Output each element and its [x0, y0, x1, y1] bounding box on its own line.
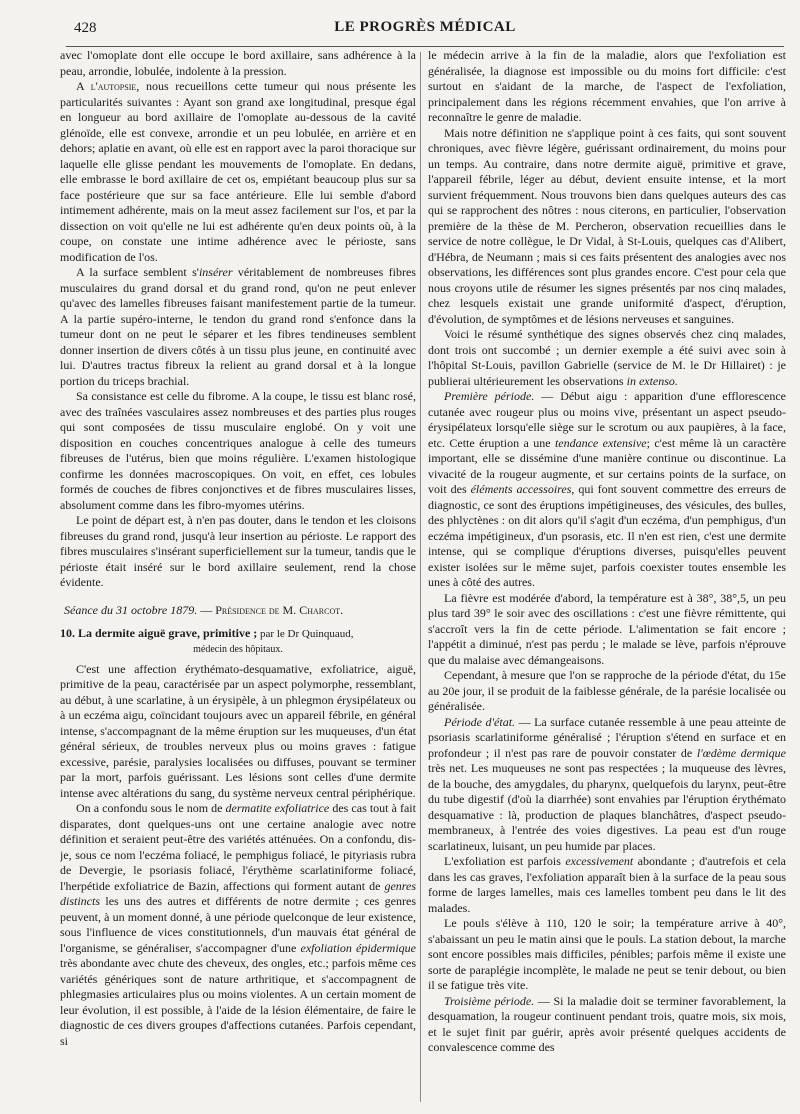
paragraph-text: Voici le résumé synthétique des signes observés chez cinq malades, dont trois ont succombé ; un dernier exemple a été suivi avec soin à l'hôpital St-Louis, pavillon Gabrielle (service de M. le Dr Hillairet) : je publierai ultérieurement les observations: [428, 327, 786, 388]
paragraph-text: , qui font souvent commettre des erreurs de diagnostic, ce sont des éruptions impétigineuses, des vésicules, des bulles, des phlyctènes : on dit alors qu'il s'agit d'un eczéma, d'un pemphigus, d'un eczéma impétigineux, d'un psorasis, etc. Il n'en est rien, c'est une dermite intense, qui se complique d'éruptions diverses, puisqu'elles peuvent exister isolées sur le même sujet, parfois coexister toutes ensemble les unes à côté des autres.: [428, 482, 786, 589]
emphasis: dermatite exfoliatrice: [225, 801, 330, 815]
article-heading: 10. La dermite aiguë grave, primitive ;: [60, 626, 258, 640]
emphasis: l'œdème dermique: [696, 745, 786, 760]
emphasis: éléments accessoires: [470, 482, 572, 496]
section-label: Troisième période.: [444, 993, 535, 1008]
paragraph: Cependant, à mesure que l'on se rapproche de la période d'état, du 15e au 20e jour, il se produit de la faiblesse générale, de la parésie localisée ou généralisée.: [428, 668, 786, 713]
paragraph: Sa consistance est celle du fibrome. A la coupe, le tissu est blanc rosé, avec des traînées vasculaires assez nombreuses et des parties plus rouges qui sont composées de tissu musculaire englobé. On y voit une disposition en couches concentriques analogue à celle des tumeurs fibreuses de l'utérus, bien que moins régulière. L'examen histologique confirme les données macroscopiques. On voit, en effet, ces lobules formés de couches de fibres conjonctives et de fibres musculaires lisses, absolument comme dans les fibro-myomes utérins.: [60, 389, 416, 512]
paragraph: [428, 994, 786, 1056]
paragraph-text: abondante ; d'autrefois et cela dans les cas graves, l'exfoliation apparaît bien à la surface de la peau sous forme de larges lamelles, mais ces lamelles tombent peu dans le lit des malades.: [428, 854, 786, 915]
left-column: [60, 48, 416, 1106]
emphasis: excessivement: [565, 854, 634, 868]
paragraph-text: les uns des autres et différents de notre dermite ; ces genres peuvent, à un moment donné, à une période quelconque de leur existence, sous l'influence de vices constitutionnels, d'un mauvais état général de l'organisme, se généraliser, s'accompagner d'une: [60, 894, 416, 955]
section-label: Première période.: [444, 389, 535, 403]
session-heading: [60, 603, 416, 619]
emphasis: tendance extensive: [554, 435, 647, 450]
paragraph: [428, 389, 786, 591]
paragraph-text: très abondante avec chute des cheveux, des ongles, etc.; parfois même ces variétés génériques sont de nature arthritique, et s'accompagnent de phlegmasies articulaires plus ou moins violentes. A un certain moment de leur évolution, il est possible, à l'aide de la lésion élémentaire, de faire le diagnostic de ces divers groupes d'affections cutanées. Parfois cependant, si: [60, 956, 416, 1048]
paragraph-text: L'exfoliation est parfois: [444, 854, 566, 868]
paragraph: C'est une affection érythémato-desquamative, exfoliatrice, aiguë, primitive de la peau, caractérisée par un aspect polymorphe, ressemblant, au début, à une scarlatine, à un érysipèle, à un phlegmon érysipélateux ou à un eczéma aigu, coïncidant toujours avec un appareil fébrile, en général intense, s'accompagnant de la même éruption sur les muqueuses, d'un état général sérieux, de troubles nerveux plus ou moins graves : fatigue excessive, parésie, paralysies localisées ou diffuses, pouvant se terminer par la mort, parfois guérissant. Les lésions sont celles d'une dermite intense avec altérations du sang, du système nerveux central périphérique.: [60, 661, 416, 800]
paragraph: [428, 327, 786, 389]
paragraph-text: des cas tout à fait disparates, dont quelques-uns ont une certaine analogie avec notre définition et seraient peut-être des variétés atténuées. On a confondu, dis-je, sous ce nom l'eczéma foliacé, le pemphigus foliacé, le pityriasis rubra de Devergie, le psoriasis foliacé, l'érythème scarlatiniforme foliacé, l'herpétide exfoliatrice de Bazin, affections qui forment autant de: [60, 801, 416, 893]
paragraph: avec l'omoplate dont elle occupe le bord axillaire, sans adhérence à la peau, arrondie, lobulée, indolente à la pression.: [60, 48, 416, 78]
page-header: [66, 10, 784, 47]
paragraph: le médecin arrive à la fin de la maladie, alors que l'exfoliation est généralisée, la diagnose est impossible ou du moins fort difficile: c'est surtout en s'aidant de la marche, de l'aspect de l'exfoliation, principalement dans les régions récemment envahies, que l'on arrive à reconnaître le genre de maladie.: [428, 48, 786, 124]
paragraph: [60, 265, 416, 389]
article-author: par le Dr Quinquaud,: [257, 628, 354, 640]
article-title: [60, 626, 416, 643]
paragraph-text: ; c'est même là un caractère important, elle se dissémine d'une manière continue ou discontinue. La vivacité de la rougeur augmente, et sur certains points de la surface, on voit des: [428, 435, 786, 496]
author-affiliation: médecin des hôpitaux.: [193, 643, 283, 655]
paragraph: La fièvre est modérée d'abord, la température est à 38°, 38°,5, un peu plus tard 39° le soir avec des oscillations : c'est une fièvre rémittente, qui s'accroît vers la fin de cette période. L'alimentation se fait encore ; l'appétit a diminué, n'est pas perdu ; le malade se lève, parfois n'éprouve que du malaise avec démangeaisons.: [428, 590, 786, 667]
emphasis: genres distincts: [60, 878, 416, 908]
paragraph-text: — Début aigu : apparition d'une efflorescence cutanée avec rougeur plus ou moins vive, présentant un aspect pseudo-érysipélateux lorsqu'elle siège sur le scrotum ou aux paupières, à la face, etc. Cette éruption a une: [428, 389, 786, 450]
emphasis: in extenso.: [626, 373, 678, 388]
paragraph-text: — La surface cutanée ressemble à une peau atteinte de psoriasis scarlatiniforme généralisé ; l'éruption s'étend en surface et en profondeur ; il n'est pas rare de pouvoir constater de: [428, 714, 786, 760]
column-divider: [420, 52, 421, 1102]
paragraph: [428, 715, 786, 855]
session-prefix: Séance du: [64, 602, 116, 617]
paragraph: Le pouls s'élève à 110, 120 le soir; la température arrive à 40°, s'abaissant un peu le matin ainsi que le pouls. La station debout, la marche sont encore possibles mais difficiles, pénibles; parfois même il existe une sorte de paraplégie incomplète, le malade ne peut se tenir debout, ou bien il se fatigue très vite.: [428, 916, 786, 992]
paragraph: Mais notre définition ne s'applique point à ces faits, qui sont souvent chroniques, avec fièvre légère, guérissant ordinairement, du moins pour un temps. Au contraire, dans notre dermite aiguë, primitive et grave, l'appareil fébrile, léger au début, devient ensuite intense, et la mort survient fréquemment. Nous trouvons bien dans quelques auteurs des cas qui se rapprochent des nôtres : nous citerons, en particulier, l'observation première de la thèse de M. Percheron, observation recueillies dans le service de notre collègue, le Dr Vidal, à St-Louis, quelques cas d'Alibert, d'Hébra, de Neumann ; mais si ces faits présentent des analogies avec nos observations, les différences sont plus grandes encore. C'est pour cela que nous croyons utile de résumer les signes présentés par nos cinq malades, chez lesquels existait une grande uniformité d'aspect, d'éruption, d'évolution, de symptômes et de lésions nerveuses et sanguines.: [428, 125, 786, 326]
session-date: 31 octobre 1879.: [115, 602, 198, 617]
paragraph-text: — Si la maladie doit se terminer favorablement, la desquamation, la rougeur continuent pendant trois, quatre mois, six mois, et le sujet finit par guérir, après avoir présenté quelques accidents de convalescence comme des: [428, 993, 786, 1054]
emphasis: exfoliation épidermique: [300, 940, 416, 955]
paragraph: Le point de départ est, à n'en pas douter, dans le tendon et les cloisons fibreuses du grand rond, jusqu'à leur insertion au périoste. Le rapport des fibres musculaires s'insérant superficiellement sur la tumeur, tandis que le périoste était inséré sur le bord axillaire seulement, rend la chose évidente.: [60, 513, 416, 589]
paragraph-text: véritablement de nombreuses fibres musculaires du grand dorsal et du grand rond, qu'on ne peut enlever qu'avec des lamelles fibreuses faisant manifestement partie de la tumeur. A la partie supéro-interne, le tendon du grand rond s'enfonce dans la tumeur dont on ne peut le séparer et les fibres tendineuses semblent donner insertion de divers côtés à un tissu plus jeune, en continuité avec lui. D'autres tractus fibreux la relient au grand dorsal et à la longue portion du triceps brachial.: [60, 265, 416, 388]
paragraph-text: A la surface semblent s': [76, 265, 199, 279]
paragraph: [428, 854, 786, 916]
right-column: [428, 48, 786, 1106]
session-presidency: — Présidence de M. Charcot.: [197, 602, 344, 617]
paragraph: [60, 79, 416, 265]
section-label: Période d'état.: [444, 714, 516, 729]
paragraph: [60, 801, 416, 1049]
autopsy-label: A l'autopsie,: [76, 79, 140, 93]
paragraph-text: nous recueillons cette tumeur qui nous présente les particularités suivantes : Ayant son grand axe longitudinal, presque égal en longueur au bord axillaire de l'omoplate au-dessous de la cavité glénoïde, elle est convexe, arrondie et un peu lobulée, en arrière et en dehors; aplatie en avant, où elle est en rapport avec la paroi thoracique sur laquelle elle glisse pendant les mouvements de l'omoplate. En dedans, elle embrasse le bord axillaire de cet os, empiétant beaucoup plus sur sa face postérieure que sur sa face antérieure. Elle lui semble d'abord intimement adhérente, mais on la meut assez facilement sur l'os, et par la dissection on voit qu'elle ne lui est adhérente qu'en deux points où, à la coupe, on constate une intime adhérence avec le périoste, sans modification de l'os.: [60, 79, 416, 264]
page-number: 428: [74, 20, 97, 36]
paragraph-text: très net. Les muqueuses ne sont pas respectées ; la muqueuse des lèvres, de la bouche, des amygdales, du pharynx, quelquefois du larynx, peut-être du tube digestif (d'où la diarrhée) sont envahies par l'éruption érythémato desquamative : là, production de plaques blanchâtres, d'aspect pseudo-membraneux, à l'entrée des voies digestives. La peau est d'un rouge scarlatineux, luisant, un peu humide par places.: [428, 761, 786, 853]
emphasis: insérer: [198, 265, 233, 279]
journal-title: LE PROGRÈS MÉDICAL: [334, 19, 516, 35]
paragraph-text: On a confondu sous le nom de: [76, 801, 226, 815]
